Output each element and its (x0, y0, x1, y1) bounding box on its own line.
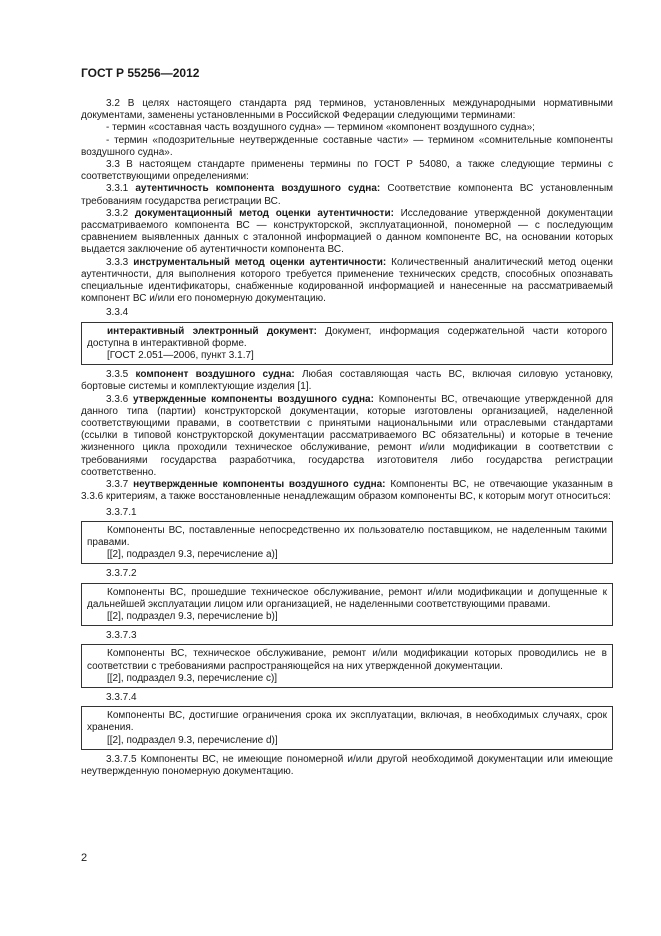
term-definition: Любая составляющая часть ВС, включая силовую установку, бортовые системы и комплектующие изделия [1]. (81, 369, 614, 393)
term-label: компонент воздушного судна: (135, 369, 295, 381)
term-3-3-4 (87, 326, 607, 350)
list-item: - термин «подозрительные неутвержденные составные части» — термином «сомнительные компоненты воздушного судна». (81, 134, 613, 158)
term-number: 3.3.7 (106, 479, 129, 491)
term-3-3-3 (81, 257, 613, 306)
term-3-3-7-5: 3.3.7.5 Компоненты ВС, не имеющие пономерной и/или другой необходимой документации или имеющие неутвержденную пономерную документацию. (81, 753, 613, 777)
term-number: 3.3.5 (106, 369, 129, 381)
list-item: - термин «составная часть воздушного судна» — термином «компонент воздушного судна»; (106, 122, 535, 134)
term-number-3-3-7-2: 3.3.7.2 (106, 568, 137, 580)
term-number: 3.3.6 (106, 393, 129, 405)
source-reference: [ГОСТ 2.051—2006, пункт 3.1.7] (107, 350, 254, 362)
term-label: неутвержденные компоненты воздушного судна: (133, 479, 386, 491)
term-definition: Исследование утвержденной документации рассматриваемого компонента ВС — конструкторской, эксплуатационной, пономерной — с последующим сравнением выявленных данных с эталонной информацией о данном компоненте ВС, на основании которых выдается заключение об аутентичности компонента ВС. (81, 207, 613, 256)
term-label: интерактивный электронный документ: (107, 325, 317, 337)
document-body (81, 98, 613, 778)
boxed-definition-3-3-7-3 (81, 644, 613, 688)
boxed-definition-3-3-7-2 (81, 583, 613, 627)
boxed-definition-3-3-4 (81, 322, 613, 366)
source-reference: [[2], подраздел 9.3, перечисление d)] (107, 734, 278, 746)
term-3-3-6 (81, 394, 613, 479)
boxed-definition-3-3-7-1 (81, 521, 613, 565)
term-3-3-7 (81, 479, 613, 503)
boxed-definition-3-3-7-4 (81, 706, 613, 750)
term-number: 3.3.1 (106, 183, 129, 195)
term-label: аутентичность компонента воздушного судна: (135, 183, 381, 195)
source-reference: [[2], подраздел 9.3, перечисление a)] (107, 549, 278, 561)
term-definition: Компоненты ВС, отвечающие утвержденной для данного типа (партии) конструкторской документации, которые изготовлены организацией, наделенной соответствующими правами, в соответствии с принятыми национальными или отраслевыми стандартами (ссылки в типовой конструкторской документации рассматриваемого ВС обязательны) и которые в течение жизненного цикла проходили техническое обслуживание, ремонт и/или модификации в соответствии с требованиями государства разработчика, государства изготовителя либо государства регистрации соответственно. (81, 393, 614, 478)
term-number-3-3-4: 3.3.4 (106, 307, 129, 319)
document-header: ГОСТ Р 55256—2012 (81, 66, 200, 80)
term-label: документационный метод оценки аутентичности: (134, 207, 394, 219)
term-definition: Компоненты ВС, не отвечающие указанным в 3.3.6 критериям, а также восстановленные ненадлежащим образом компоненты ВС, к которым могут относиться: (81, 479, 613, 503)
term-label: инструментальный метод оценки аутентичности: (133, 256, 387, 268)
term-3-3-1 (81, 183, 613, 207)
source-reference: [[2], подраздел 9.3, перечисление c)] (107, 672, 278, 684)
definition-text: Компоненты ВС, техническое обслуживание, ремонт и/или модификации которых проводились не в соответствии с требованиями распространяющейся на них утвержденной документации. (87, 648, 607, 672)
paragraph-3-3: 3.3 В настоящем стандарте применены термины по ГОСТ Р 54080, а также следующие термины с соответствующими определениями: (81, 159, 613, 183)
source-reference: [[2], подраздел 9.3, перечисление b)] (107, 610, 278, 622)
term-number-3-3-7-4: 3.3.7.4 (106, 691, 137, 703)
term-3-3-2 (81, 208, 613, 257)
term-number-3-3-7-3: 3.3.7.3 (106, 630, 137, 642)
definition-text: Компоненты ВС, достигшие ограничения срока их эксплуатации, включая, в необходимых случаях, срок хранения. (87, 710, 607, 734)
term-number: 3.3.3 (106, 256, 129, 268)
term-3-3-5 (81, 369, 613, 393)
term-definition: Документ, информация содержательной части которого доступна в интерактивной форме. (87, 325, 607, 349)
term-definition: Соответствие компонента ВС установленным требованиям государства регистрации ВС. (81, 183, 614, 207)
term-definition: Количественный аналитический метод оценки аутентичности, для выполнения которого требуется применение технических средств, способных опознавать специальные идентификаторы, снабженные кодированной информацией и нанесенные на рассматриваемый компонент ВС и/или его пономерную документацию. (81, 256, 613, 305)
page-number: 2 (81, 852, 88, 864)
term-number-3-3-7-1: 3.3.7.1 (106, 506, 137, 518)
paragraph-3-2: 3.2 В целях настоящего стандарта ряд терминов, установленных международными нормативными документами, заменены установленными в Российской Федерации следующими терминами: (81, 98, 613, 122)
definition-text: Компоненты ВС, поставленные непосредственно их пользователю поставщиком, не наделенным такими правами. (87, 524, 607, 548)
definition-text: Компоненты ВС, прошедшие техническое обслуживание, ремонт и/или модификации и допущенные к дальнейшей эксплуатации лицом или организацией, не наделенными соответствующими правами. (87, 586, 607, 610)
term-label: утвержденные компоненты воздушного судна: (133, 393, 374, 405)
term-number: 3.3.2 (106, 207, 129, 219)
